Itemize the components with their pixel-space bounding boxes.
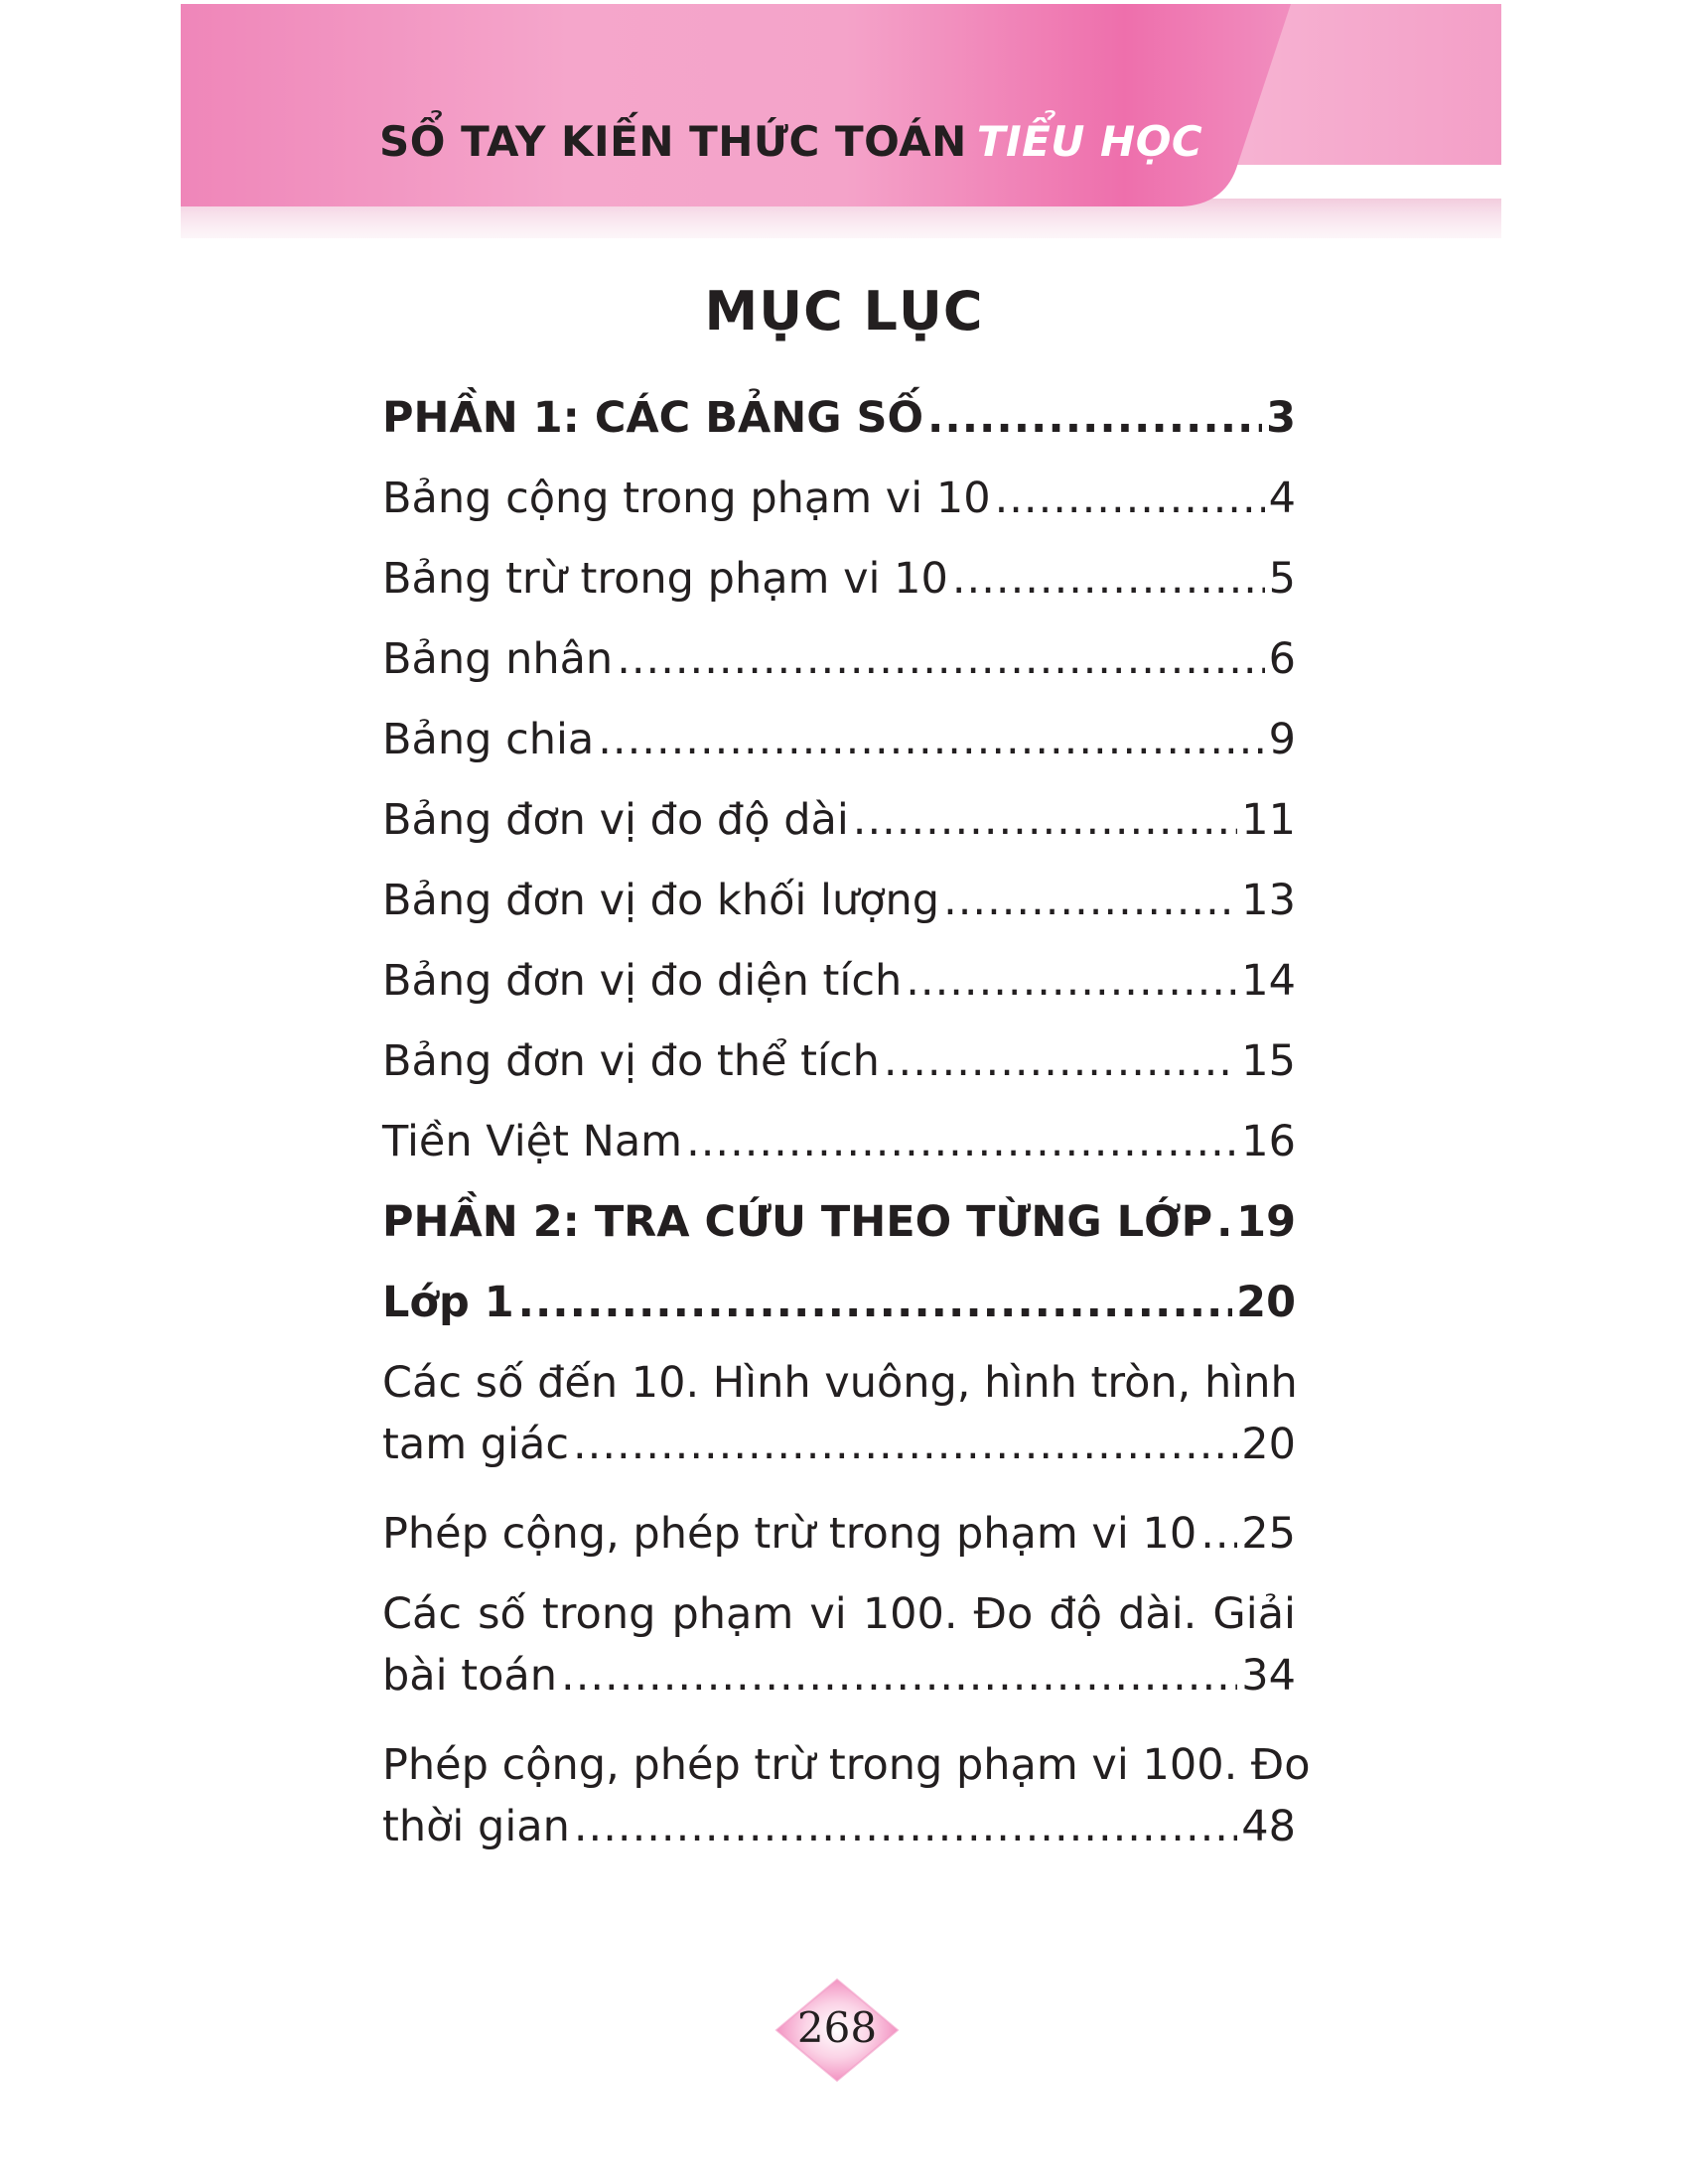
toc-entry-line: [382, 1645, 1296, 1706]
page-number-badge: [773, 1976, 902, 2085]
toc-entry-page: 34: [1241, 1651, 1296, 1701]
toc-entry[interactable]: [382, 789, 1296, 851]
book-title-accent: TIỂU HỌC: [976, 117, 1203, 166]
toc-entry-label: PHẦN 1: CÁC BẢNG SỐ: [382, 393, 924, 443]
toc-entry-page: 15: [1241, 1036, 1296, 1086]
toc-entry-line: [382, 1111, 1296, 1172]
toc-entry-line: [382, 1503, 1296, 1565]
toc-entry-label: Tiền Việt Nam: [382, 1117, 683, 1166]
toc-entry[interactable]: [382, 468, 1296, 529]
toc-entry-page: 3: [1266, 393, 1296, 443]
toc-entry-page: 19: [1236, 1197, 1296, 1247]
toc-entry-label: bài toán: [382, 1651, 558, 1701]
toc-entry-label: Bảng đơn vị đo diện tích: [382, 956, 903, 1006]
toc-entry-label: Bảng đơn vị đo độ dài: [382, 795, 849, 845]
toc-list: [382, 387, 1311, 1885]
toc-entry-label: thời gian: [382, 1802, 570, 1851]
toc-dot-leader: [617, 628, 1264, 690]
toc-entry[interactable]: [382, 1272, 1296, 1333]
toc-entry[interactable]: [382, 950, 1296, 1012]
toc-title: MỤC LỤC: [704, 280, 984, 342]
toc-dot-leader: [598, 709, 1264, 770]
toc-entry[interactable]: [382, 1583, 1296, 1706]
toc-entry-label: Phép cộng, phép trừ trong phạm vi 10: [382, 1509, 1197, 1559]
toc-entry-label: Bảng cộng trong phạm vi 10: [382, 474, 991, 523]
toc-entry-line: [382, 468, 1296, 529]
toc-entry-page: 6: [1268, 634, 1296, 684]
toc-entry-page: 20: [1236, 1278, 1296, 1327]
toc-dot-leader: [952, 548, 1265, 610]
toc-entry[interactable]: [382, 548, 1296, 610]
toc-entry-page: 13: [1241, 876, 1296, 925]
toc-dot-leader: [518, 1272, 1233, 1333]
toc-dot-leader: [906, 950, 1237, 1012]
toc-entry-line: [382, 1030, 1296, 1092]
toc-entry-line: [382, 1272, 1296, 1333]
toc-entry-page: 4: [1268, 474, 1296, 523]
toc-dot-leader: [1200, 1503, 1237, 1565]
toc-entry[interactable]: [382, 709, 1296, 770]
toc-entry-label: Bảng trừ trong phạm vi 10: [382, 554, 948, 604]
toc-entry[interactable]: [382, 1352, 1296, 1475]
page-number: 268: [796, 2003, 878, 2052]
toc-entry-label: Bảng đơn vị đo thể tích: [382, 1036, 880, 1086]
toc-entry-line: [382, 1191, 1296, 1253]
toc-dot-leader: [853, 789, 1237, 851]
toc-dot-leader: [943, 870, 1237, 931]
toc-entry-page: 20: [1241, 1420, 1296, 1469]
toc-dot-leader: [561, 1645, 1237, 1706]
toc-entry-line: [382, 709, 1296, 770]
toc-entry-page: 25: [1241, 1509, 1296, 1559]
toc-entry-page: 14: [1241, 956, 1296, 1006]
toc-entry-line: [382, 950, 1296, 1012]
toc-entry-line: [382, 1796, 1296, 1857]
toc-entry-title-line: Các số đến 10. Hình vuông, hình tròn, hình: [382, 1358, 1298, 1408]
toc-dot-leader: [686, 1111, 1237, 1172]
toc-entry-line: [382, 548, 1296, 610]
toc-entry-label: Bảng nhân: [382, 634, 614, 684]
toc-entry-line: [382, 789, 1296, 851]
toc-entry-label: PHẦN 2: TRA CỨU THEO TỪNG LỚP: [382, 1197, 1213, 1247]
toc-dot-leader: [574, 1796, 1237, 1857]
toc-dot-leader: [1216, 1191, 1232, 1253]
toc-entry-title-line: Phép cộng, phép trừ trong phạm vi 100. Đo: [382, 1740, 1311, 1790]
toc-entry-page: 11: [1241, 795, 1296, 845]
toc-entry[interactable]: [382, 1030, 1296, 1092]
toc-entry[interactable]: [382, 628, 1296, 690]
toc-dot-leader: [884, 1030, 1237, 1092]
toc-entry-line: [382, 870, 1296, 931]
toc-entry[interactable]: [382, 387, 1296, 449]
toc-dot-leader: [573, 1414, 1237, 1475]
toc-entry[interactable]: [382, 1191, 1296, 1253]
book-title: [379, 117, 1202, 166]
toc-dot-leader: [927, 387, 1262, 449]
toc-entry-label: Bảng đơn vị đo khối lượng: [382, 876, 940, 925]
toc-entry-page: 5: [1268, 554, 1296, 604]
toc-entry-label: Lớp 1: [382, 1278, 514, 1327]
toc-entry-page: 9: [1268, 715, 1296, 764]
toc-entry[interactable]: [382, 870, 1296, 931]
toc-entry-label: tam giác: [382, 1420, 569, 1469]
toc-entry-page: 48: [1241, 1802, 1296, 1851]
toc-dot-leader: [995, 468, 1265, 529]
toc-entry-label: Bảng chia: [382, 715, 595, 764]
toc-entry-line: [382, 387, 1296, 449]
toc-entry-page: 16: [1241, 1117, 1296, 1166]
toc-entry[interactable]: [382, 1111, 1296, 1172]
header-band: [0, 0, 1688, 238]
toc-entry-line: [382, 1414, 1296, 1475]
toc-entry-title-line: Các số trong phạm vi 100. Đo độ dài. Giải: [382, 1589, 1296, 1639]
toc-entry-line: [382, 628, 1296, 690]
toc-entry[interactable]: [382, 1503, 1296, 1565]
book-title-main: SỔ TAY KIẾN THỨC TOÁN: [379, 117, 967, 166]
toc-entry[interactable]: [382, 1734, 1311, 1857]
